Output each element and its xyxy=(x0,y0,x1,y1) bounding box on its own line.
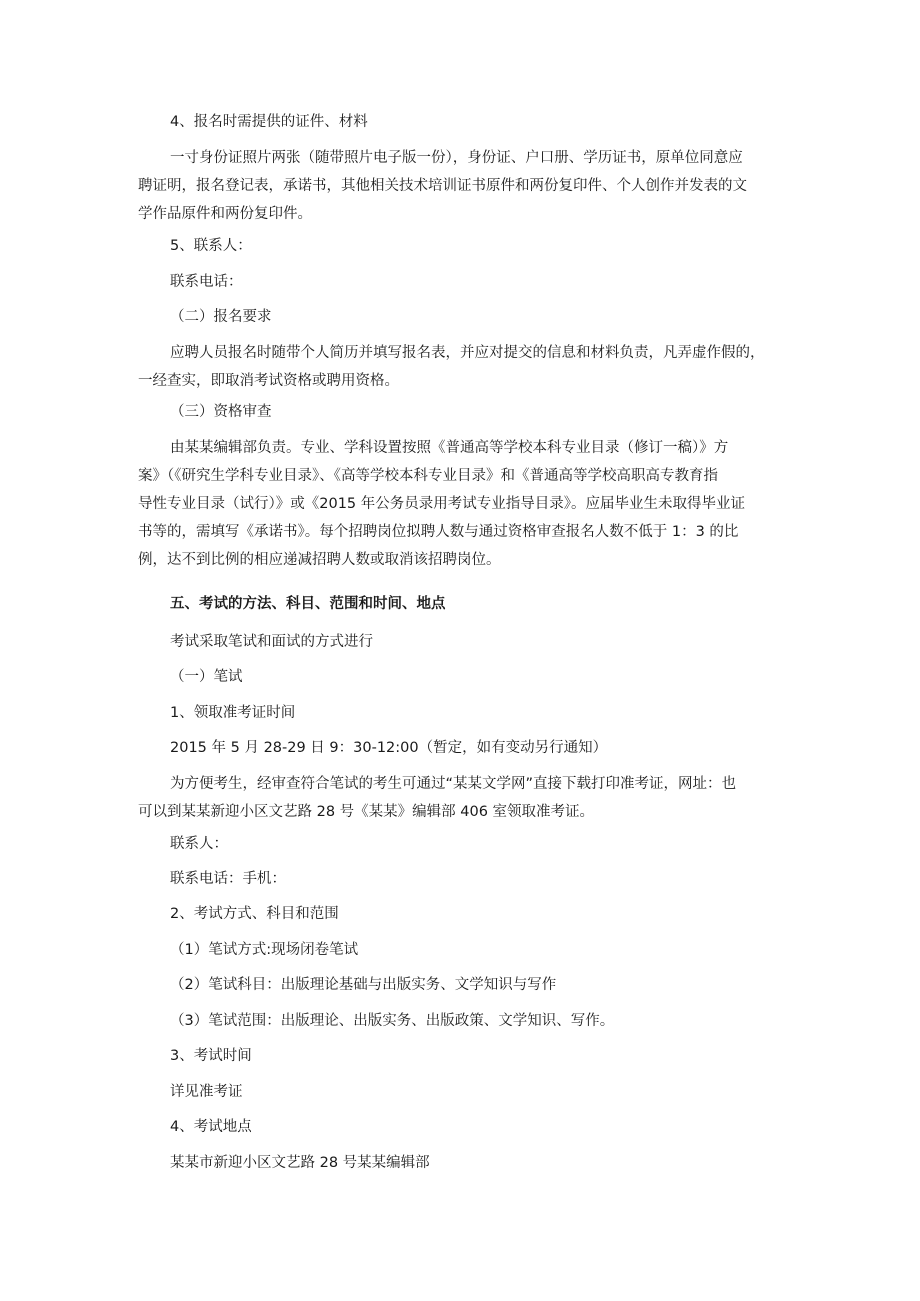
section-registration-requirements: （二）报名要求 xyxy=(170,309,272,325)
review-line-2: 案》（《研究生学科专业目录》、《高等学校本科专业目录》和《普通高等学校高职高专教育指 xyxy=(138,468,718,484)
admission-ticket-date: 2015 年 5 月 28-29 日 9：30-12:00（暂定，如有变动另行通知） xyxy=(170,740,608,756)
requirements-line-2: 一经查实，即取消考试资格或聘用资格。 xyxy=(138,373,399,389)
exam-contact-person: 联系人： xyxy=(170,836,228,852)
item-1-admission-ticket-time: 1、领取准考证时间 xyxy=(170,705,296,721)
documents-line-2: 聘证明，报名登记表，承诺书，其他相关技术培训证书原件和两份复印件、个人创作并发表的文 xyxy=(138,178,747,194)
qualification-review-paragraph xyxy=(138,434,788,574)
exam-format-scope: （3）笔试范围：出版理论、出版实务、出版政策、文学知识、写作。 xyxy=(170,1013,615,1029)
exam-format-subjects: （2）笔试科目：出版理论基础与出版实务、文学知识与写作 xyxy=(170,977,557,993)
exam-method-intro: 考试采取笔试和面试的方式进行 xyxy=(170,634,373,650)
exam-time-detail: 详见准考证 xyxy=(170,1084,243,1100)
item-3-exam-time: 3、考试时间 xyxy=(170,1048,252,1064)
ticket-line-2: 可以到某某新迎小区文艺路 28 号《某某》编辑部 406 室领取准考证。 xyxy=(138,804,595,820)
admission-ticket-paragraph xyxy=(138,770,788,826)
item-2-exam-format: 2、考试方式、科目和范围 xyxy=(170,906,339,922)
review-line-4: 书等的，需填写《承诺书》。每个招聘岗位拟聘人数与通过资格审查报名人数不低于 1：3 的比 xyxy=(138,524,739,540)
exam-format-method: （1）笔试方式:现场闭卷笔试 xyxy=(170,942,359,958)
review-line-1: 由某某编辑部负责。专业、学科设置按照《普通高等学校本科专业目录（修订一稿）》方 xyxy=(170,440,729,456)
documents-paragraph xyxy=(138,144,788,228)
item-5-contact-person: 5、联系人： xyxy=(170,238,252,254)
exam-contact-phone: 联系电话：手机： xyxy=(170,871,286,887)
registration-requirements-paragraph xyxy=(138,339,788,395)
documents-line-3: 学作品原件和两份复印件。 xyxy=(138,206,312,222)
review-line-5: 例，达不到比例的相应递减招聘人数或取消该招聘岗位。 xyxy=(138,552,501,568)
ticket-line-1: 为方便考生，经审查符合笔试的考生可通过“某某文学网”直接下载打印准考证，网址：也 xyxy=(170,776,737,792)
section-qualification-review: （三）资格审查 xyxy=(170,404,272,420)
contact-phone: 联系电话： xyxy=(170,274,243,290)
section-5-heading: 五、考试的方法、科目、范围和时间、地点 xyxy=(170,596,446,612)
documents-line-1: 一寸身份证照片两张（随带照片电子版一份），身份证、户口册、学历证书，原单位同意应 xyxy=(170,150,743,166)
review-line-3: 导性专业目录（试行）》或《2015 年公务员录用考试专业指导目录》。应届毕业生未取得毕业证 xyxy=(138,496,746,512)
requirements-line-1: 应聘人员报名时随带个人简历并填写报名表，并应对提交的信息和材料负责，凡弄虚作假的， xyxy=(170,345,765,361)
subsection-written-exam: （一）笔试 xyxy=(170,669,243,685)
exam-location-address: 某某市新迎小区文艺路 28 号某某编辑部 xyxy=(170,1155,430,1171)
item-4-documents-heading: 4、报名时需提供的证件、材料 xyxy=(170,114,368,130)
item-4-exam-location: 4、考试地点 xyxy=(170,1119,252,1135)
